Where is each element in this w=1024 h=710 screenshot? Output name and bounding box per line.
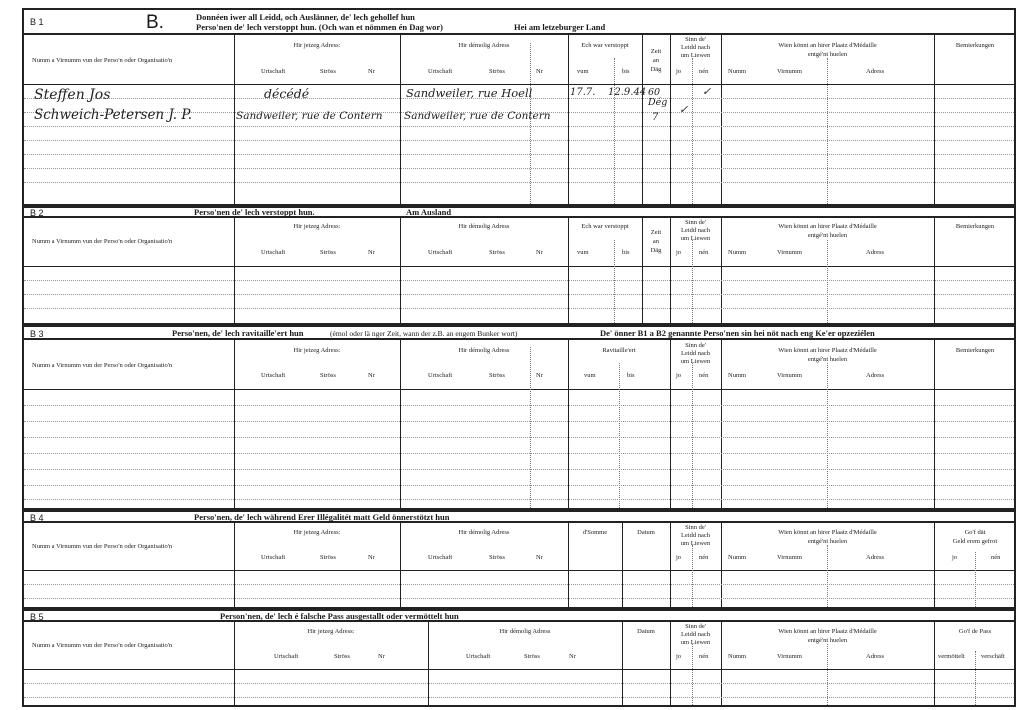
pass-issued-label: vermöttelt	[938, 653, 965, 660]
locality-label: Urtschaft	[428, 372, 453, 379]
alive-label-3: um Liewen	[680, 540, 711, 547]
entry-time-days: 60 Dég	[648, 87, 668, 108]
alive-label-1: Sinn de'	[685, 623, 706, 630]
medal-name-label: Numm	[728, 68, 747, 75]
to-label: bis	[622, 68, 630, 75]
section-b3-header	[24, 327, 1014, 340]
medal-address-label: Adress	[866, 372, 885, 379]
yes-label: jo	[676, 68, 682, 75]
locality-label: Urtschaft	[428, 249, 453, 256]
from-label: vum	[584, 372, 596, 379]
medal-name-label: Numm	[728, 249, 747, 256]
entry-name: Schweich-Petersen J. P.	[34, 107, 193, 123]
entry-former-address: Sandweiler, rue Hoell	[406, 86, 533, 100]
entry-name: Steffen Jos	[34, 87, 111, 103]
street-label: Ströss	[320, 554, 336, 561]
locality-label: Urtschaft	[466, 653, 491, 660]
medal-label-1: Wien könnt an hirer Plaatz d'Médaille	[778, 347, 877, 354]
pass-label: Go'f de Pass	[958, 628, 992, 635]
remarks-label: Bemierkungen	[955, 347, 995, 354]
name-col-label: Numm a Virnumm vun der Perso'n oder Organisatio'n	[32, 238, 173, 245]
name-col-label: Numm a Virnumm vun der Perso'n oder Organisatio'n	[32, 642, 173, 649]
medal-label-1: Wien könnt an hirer Plaatz d'Médaille	[778, 628, 877, 635]
number-label: Nr	[536, 68, 543, 75]
former-address-label: Hir démolig Adress	[458, 42, 510, 49]
medal-name-label: Numm	[728, 653, 747, 660]
alive-label-1: Sinn de'	[685, 219, 706, 226]
entry-time-days: 7	[652, 112, 659, 123]
to-label: bis	[622, 249, 630, 256]
alive-label-1: Sinn de'	[685, 342, 706, 349]
entry-current-address: Sandweiler, rue de Contern	[236, 110, 383, 122]
locality-label: Urtschaft	[428, 554, 453, 561]
entry-former-address: Sandweiler, rue de Contern	[404, 110, 551, 122]
medal-firstname-label: Virnumm	[777, 249, 802, 256]
medal-address-label: Adress	[866, 249, 885, 256]
time-label-2: an	[652, 238, 660, 245]
section-code: B 4	[30, 513, 44, 523]
section-b1-header	[24, 10, 1014, 35]
section-title-tail: De' önner B1 a B2 genannte Perso'nen sin hei nöt nach eng Ke'er opzeziélen	[600, 328, 875, 338]
former-address-label: Hir démolig Adress	[458, 529, 510, 536]
section-title: Perso'nen de' lech verstoppt hun.	[194, 207, 315, 217]
from-label: vum	[577, 68, 589, 75]
medal-address-label: Adress	[866, 68, 885, 75]
no-label: nén	[699, 653, 709, 660]
medal-firstname-label: Virnumm	[777, 653, 802, 660]
street-label: Ströss	[489, 372, 505, 379]
number-label: Nr	[536, 554, 543, 561]
number-label: Nr	[569, 653, 576, 660]
name-col-label: Numm a Virnumm vun der Perso'n oder Organisatio'n	[32, 57, 173, 64]
section-b4-header	[24, 512, 1014, 523]
alive-label-2: Leidd nach	[680, 532, 711, 539]
time-label-1: Zeit	[650, 48, 662, 55]
street-label: Ströss	[489, 68, 505, 75]
medal-label-1: Wien könnt an hirer Plaatz d'Médaille	[778, 529, 877, 536]
number-label: Nr	[368, 554, 375, 561]
medal-name-label: Numm	[728, 554, 747, 561]
section-code: B 2	[30, 208, 44, 218]
time-label-3: Däg	[650, 66, 662, 73]
sum-label: d'Somme	[582, 529, 608, 536]
refund-no-label: nén	[991, 554, 1001, 561]
section-b2-header	[24, 208, 1014, 218]
street-label: Ströss	[320, 372, 336, 379]
intro-line-2: Perso'nen de' lech verstoppt hun. (Och wan et nömmen én Dag wor)	[196, 22, 443, 32]
medal-label-2: entgé'nt huelen	[807, 356, 848, 363]
locality-label: Urtschaft	[261, 68, 286, 75]
name-col-label: Numm a Virnumm vun der Perso'n oder Organisatio'n	[32, 362, 173, 369]
refund-label-2: Geld erem gefrot	[952, 538, 998, 545]
time-label-3: Däg	[650, 247, 662, 254]
street-label: Ströss	[320, 68, 336, 75]
section-b4	[22, 510, 1016, 609]
section-code: B 1	[30, 17, 44, 27]
section-b1	[22, 8, 1016, 206]
pass-made-label: verschäft	[981, 653, 1005, 660]
medal-firstname-label: Virnumm	[777, 554, 802, 561]
alive-label-1: Sinn de'	[685, 524, 706, 531]
current-address-label: Hir jetzeg Adress:	[293, 529, 341, 536]
yes-label: jo	[676, 554, 682, 561]
section-code: B 3	[30, 329, 44, 339]
no-label: nén	[699, 249, 709, 256]
hidden-label: Ech war verstoppt	[581, 42, 629, 49]
street-label: Ströss	[334, 653, 350, 660]
medal-label-2: entgé'nt huelen	[807, 637, 848, 644]
medal-address-label: Adress	[866, 653, 885, 660]
to-label: bis	[627, 372, 635, 379]
section-title: Perso'nen, de' lech ravitaille'ert hun	[172, 328, 304, 338]
ravit-label: Ravitaille'ert	[602, 347, 636, 354]
locality-label: Urtschaft	[428, 68, 453, 75]
former-address-label: Hir démolig Adress	[458, 223, 510, 230]
intro-line-1: Donnéen iwer all Leidd, och Auslänner, de' lech gehollef hun	[196, 12, 415, 22]
section-b5	[22, 609, 1016, 707]
section-title: Person'nen, de' lech é falsche Pass ausgestallt oder vermöttelt hun	[220, 611, 459, 621]
date-label: Datum	[637, 529, 655, 536]
medal-name-label: Numm	[728, 372, 747, 379]
no-label: nén	[699, 372, 709, 379]
medal-address-label: Adress	[866, 554, 885, 561]
hidden-label: Ech war verstoppt	[581, 223, 629, 230]
yes-label: jo	[676, 653, 682, 660]
entry-current-address: décédé	[264, 86, 310, 101]
alive-label-2: Leidd nach	[680, 350, 711, 357]
name-col-label: Numm a Virnumm vun der Perso'n oder Organisatio'n	[32, 543, 173, 550]
alive-label-3: um Liewen	[680, 52, 711, 59]
number-label: Nr	[536, 372, 543, 379]
from-label: vum	[577, 249, 589, 256]
current-address-label: Hir jetzeg Adress:	[293, 42, 341, 49]
date-label: Datum	[637, 628, 655, 635]
number-label: Nr	[368, 249, 375, 256]
alive-label-3: um Liewen	[680, 639, 711, 646]
number-label: Nr	[368, 372, 375, 379]
medal-firstname-label: Virnumm	[777, 68, 802, 75]
former-address-label: Hir démolig Adress	[499, 628, 551, 635]
number-label: Nr	[368, 68, 375, 75]
yes-label: jo	[676, 249, 682, 256]
entry-hidden-to: 12.9.44	[608, 87, 647, 98]
entry-hidden-from: 17.7.	[570, 87, 596, 98]
section-b2	[22, 206, 1016, 325]
no-label: nén	[699, 68, 709, 75]
section-title-land: Am Ausland	[406, 207, 452, 217]
current-address-label: Hir jetzeg Adress:	[307, 628, 355, 635]
alive-label-2: Leidd nach	[680, 631, 711, 638]
medal-label-2: entgé'nt huelen	[807, 51, 848, 58]
number-label: Nr	[536, 249, 543, 256]
entry-alive-check: ✓	[679, 103, 689, 116]
street-label: Ströss	[320, 249, 336, 256]
number-label: Nr	[378, 653, 385, 660]
no-label: nén	[699, 554, 709, 561]
alive-label-3: um Liewen	[680, 358, 711, 365]
street-label: Ströss	[489, 249, 505, 256]
time-label-1: Zeit	[650, 229, 662, 236]
street-label: Ströss	[524, 653, 540, 660]
medal-label-2: entgé'nt huelen	[807, 538, 848, 545]
locality-label: Urtschaft	[261, 554, 286, 561]
refund-yes-label: jo	[952, 554, 958, 561]
remarks-label: Bemierkungen	[955, 42, 995, 49]
section-code: B 5	[30, 612, 44, 622]
section-b5-header	[24, 611, 1014, 622]
alive-label-1: Sinn de'	[685, 36, 706, 43]
locality-label: Urtschaft	[261, 372, 286, 379]
medal-label-1: Wien könnt an hirer Plaatz d'Médaille	[778, 42, 877, 49]
alive-label-2: Leidd nach	[680, 44, 711, 51]
section-b3	[22, 325, 1016, 510]
yes-label: jo	[676, 372, 682, 379]
form-mark: B.	[146, 12, 164, 33]
street-label: Ströss	[489, 554, 505, 561]
remarks-label: Bemierkungen	[955, 223, 995, 230]
time-label-2: an	[652, 57, 660, 64]
section-title-note: (émol oder lä nger Zeit, wann der z.B. an engem Bunker wort)	[330, 329, 518, 338]
section-title: Perso'nen, de' lech während Erer Illégalitét matt Geld önnerstötzt hun	[194, 512, 450, 522]
entry-dead-check: ✓	[702, 85, 712, 98]
refund-label-1: Go'f dät	[964, 529, 986, 536]
alive-label-3: um Liewen	[680, 235, 711, 242]
locality-label: Urtschaft	[274, 653, 299, 660]
alive-label-2: Leidd nach	[680, 227, 711, 234]
current-address-label: Hir jetzeg Adress:	[293, 347, 341, 354]
intro-land: Hei am letzeburger Land	[514, 22, 606, 32]
medal-label-2: entgé'nt huelen	[807, 232, 848, 239]
medal-label-1: Wien könnt an hirer Plaatz d'Médaille	[778, 223, 877, 230]
former-address-label: Hir démolig Adress	[458, 347, 510, 354]
locality-label: Urtschaft	[261, 249, 286, 256]
medal-firstname-label: Virnumm	[777, 372, 802, 379]
current-address-label: Hir jetzeg Adress:	[293, 223, 341, 230]
